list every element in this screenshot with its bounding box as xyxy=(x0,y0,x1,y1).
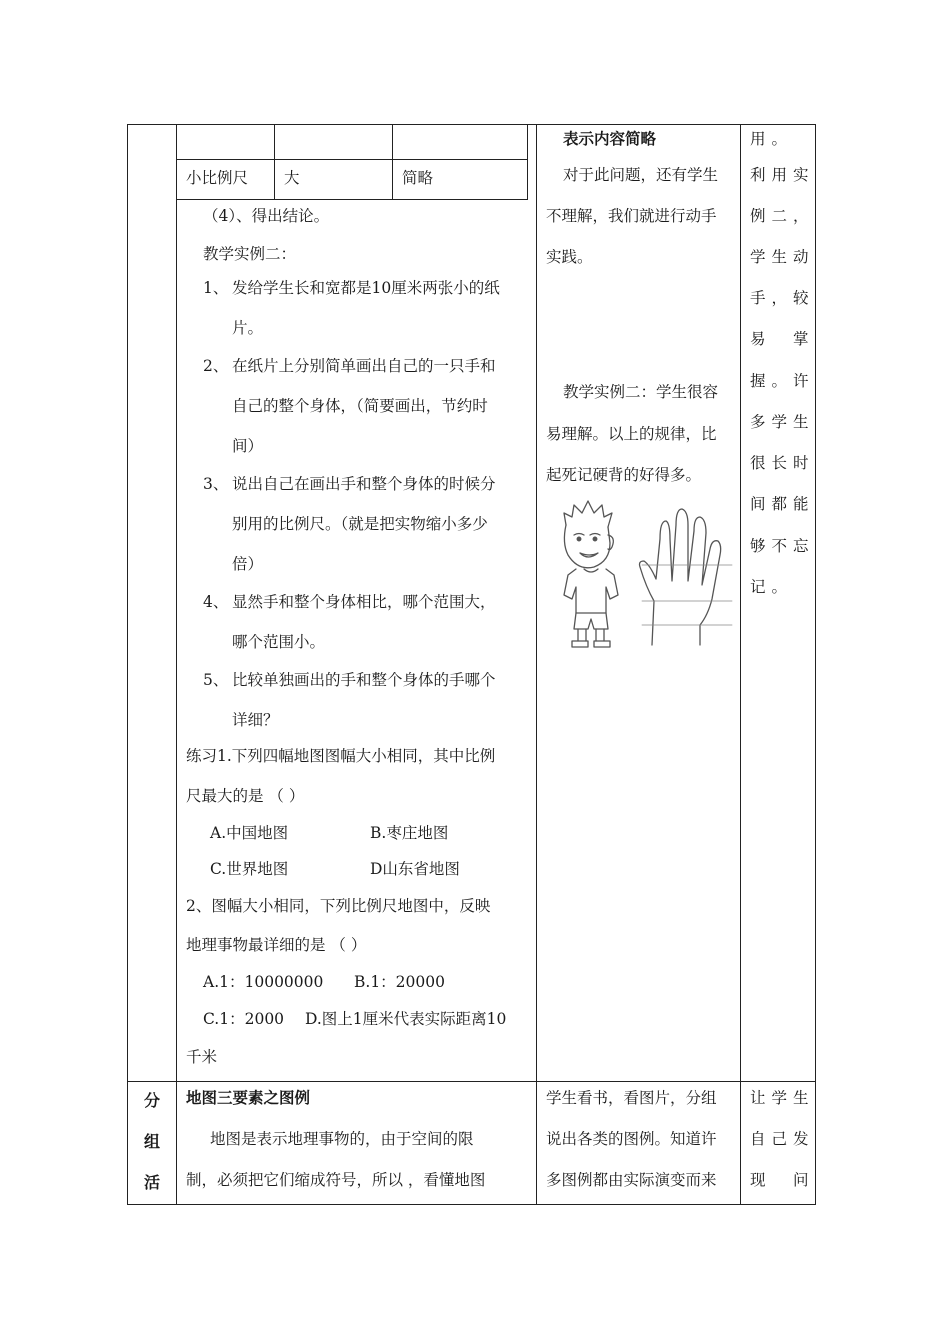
student-activity-text: 说出各类的图例。知道许 xyxy=(546,1130,717,1148)
exercise2-option-b: B.1：20000 xyxy=(354,973,445,991)
conclusion-step: （4）、得出结论。 xyxy=(203,207,330,225)
col4-line: 记。 xyxy=(750,578,794,596)
design-intent-text: 自己发 xyxy=(750,1130,815,1148)
col3-paragraph: 易理解。以上的规律，比 xyxy=(546,425,717,443)
table-bottom-border xyxy=(127,1204,816,1205)
col3-paragraph: 对于此问题，还有学生 xyxy=(563,166,719,184)
design-intent-text: 现 问 xyxy=(750,1171,815,1189)
item-text: 哪个范围小。 xyxy=(232,633,326,651)
boy-and-hand-illustration xyxy=(550,495,736,655)
col4-line: 学生动 xyxy=(750,248,815,266)
col4-line: 够不忘 xyxy=(750,537,815,555)
col3-paragraph: 不理解，我们就进行动手 xyxy=(546,207,717,225)
item-number: 1、 xyxy=(203,279,229,297)
section-label-char: 组 xyxy=(143,1132,160,1151)
item-number: 5、 xyxy=(203,671,229,689)
col3-paragraph: 起死记硬背的好得多。 xyxy=(546,466,702,484)
inner-cell-scale: 小比例尺 xyxy=(186,169,249,187)
exercise2-option-d: 千米 xyxy=(186,1048,218,1066)
inner-cell-range: 大 xyxy=(284,169,300,187)
example-title: 教学实例二： xyxy=(203,245,297,263)
table-left-border xyxy=(127,124,128,1205)
design-intent-text: 让学生 xyxy=(750,1089,815,1107)
item-text: 显然手和整个身体相比，哪个范围大， xyxy=(232,593,496,611)
exercise1-question: 练习1.下列四幅地图图幅大小相同，其中比例 xyxy=(186,747,496,765)
inner-table-line xyxy=(176,159,528,160)
table-top-border xyxy=(127,124,816,125)
inner-table-line xyxy=(274,124,275,200)
col4-line: 利用实 xyxy=(750,166,815,184)
item-number: 2、 xyxy=(203,357,229,375)
inner-table-line xyxy=(392,124,393,200)
item-number: 3、 xyxy=(203,475,229,493)
item-text: 详细？ xyxy=(232,711,279,729)
exercise1-option-c: C.世界地图 xyxy=(210,860,289,878)
student-activity-text: 多图例都由实际演变而来 xyxy=(546,1171,717,1189)
section-paragraph: 制，必须把它们缩成符号，所以 ，看懂地图 xyxy=(186,1171,486,1189)
col3-paragraph: 实践。 xyxy=(546,248,593,266)
col1-divider xyxy=(176,124,177,1205)
inner-table-line xyxy=(527,124,528,200)
section-paragraph: 地图是表示地理事物的，由于空间的限 xyxy=(210,1130,474,1148)
item-text: 比较单独画出的手和整个身体的手哪个 xyxy=(232,671,496,689)
col3-paragraph: 教学实例二：学生很容 xyxy=(563,383,719,401)
item-number: 4、 xyxy=(203,593,229,611)
section-label-char: 活 xyxy=(143,1173,160,1192)
col4-line: 例二， xyxy=(750,207,815,225)
item-text: 间） xyxy=(232,437,264,455)
exercise1-option-b: B.枣庄地图 xyxy=(370,824,449,842)
student-activity-text: 学生看书，看图片，分组 xyxy=(546,1089,717,1107)
exercise2-question: 2、图幅大小相同，下列比例尺地图中，反映 xyxy=(186,897,491,915)
item-text: 片。 xyxy=(232,319,264,337)
col4-line: 间都能 xyxy=(750,495,815,513)
col4-line: 多学生 xyxy=(750,413,815,431)
inner-cell-detail: 简略 xyxy=(402,169,434,187)
row-divider xyxy=(127,1081,816,1082)
col3-heading: 表示内容简略 xyxy=(563,129,657,148)
exercise2-option-d: D.图上1厘米代表实际距离10 xyxy=(305,1010,507,1028)
item-text: 说出自己在画出手和整个身体的时候分 xyxy=(232,475,496,493)
exercise1-option-a: A.中国地图 xyxy=(210,824,289,842)
item-text: 发给学生长和宽都是10厘米两张小的纸 xyxy=(232,279,500,297)
section-title: 地图三要素之图例 xyxy=(186,1088,311,1107)
col4-line: 用。 xyxy=(750,130,794,148)
col4-line: 易 掌 xyxy=(750,330,815,348)
col3-divider xyxy=(740,124,741,1205)
col2-divider xyxy=(536,124,537,1205)
item-text: 自己的整个身体，（简要画出，节约时 xyxy=(232,397,488,415)
col4-line: 握。许 xyxy=(750,372,815,390)
exercise1-option-d: D山东省地图 xyxy=(370,860,460,878)
exercise1-question: 尺最大的是 （ ） xyxy=(186,787,305,805)
exercise2-option-c: C.1：2000 xyxy=(203,1010,285,1028)
col4-line: 手，较 xyxy=(750,289,815,307)
exercise2-question: 地理事物最详细的是 （ ） xyxy=(186,936,367,954)
item-text: 在纸片上分别简单画出自己的一只手和 xyxy=(232,357,496,375)
table-right-border xyxy=(815,124,816,1205)
col4-line: 很长时 xyxy=(750,454,815,472)
exercise2-option-a: A.1：10000000 xyxy=(203,973,324,991)
inner-table-line xyxy=(176,199,528,200)
item-text: 倍） xyxy=(232,555,264,573)
item-text: 别用的比例尺。（就是把实物缩小多少 xyxy=(232,515,488,533)
section-label-char: 分 xyxy=(143,1091,160,1110)
